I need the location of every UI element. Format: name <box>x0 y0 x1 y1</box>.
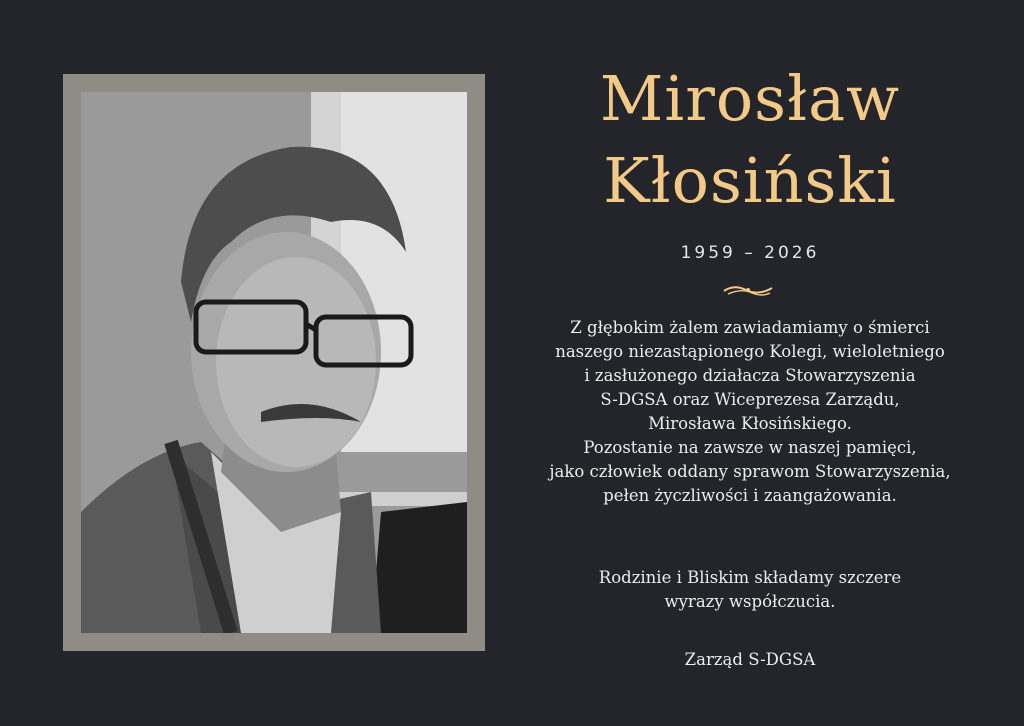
message-line: Z głębokim żalem zawiadamiamy o śmierci <box>570 318 930 337</box>
portrait-image <box>81 92 467 633</box>
condolence-message <box>505 566 995 614</box>
portrait-photo <box>81 92 467 633</box>
message-line: naszego niezastąpionego Kolegi, wieloletniego <box>555 342 945 361</box>
name-first: Mirosław <box>599 62 901 135</box>
message-line: S-DGSA oraz Wiceprezesa Zarządu, <box>600 390 900 409</box>
message-line: Mirosława Kłosińskiego. <box>648 414 852 433</box>
condolence-line: wyrazy współczucia. <box>664 592 836 611</box>
obituary-message <box>505 316 995 508</box>
message-line: jako człowiek oddany sprawom Stowarzyszenia, <box>549 462 951 481</box>
name-last: Kłosiński <box>603 144 897 217</box>
message-line: pełen życzliwości i zaangażowania. <box>603 486 897 505</box>
message-line: i zasłużonego działacza Stowarzyszenia <box>584 366 916 385</box>
portrait-frame <box>63 74 485 651</box>
ornament-flourish-icon <box>722 282 774 298</box>
life-dates: 1959 – 2026 <box>680 243 820 263</box>
signature: Zarząd S-DGSA <box>684 650 816 669</box>
condolence-line: Rodzinie i Bliskim składamy szczere <box>598 568 902 587</box>
message-line: Pozostanie na zawsze w naszej pamięci, <box>583 438 917 457</box>
